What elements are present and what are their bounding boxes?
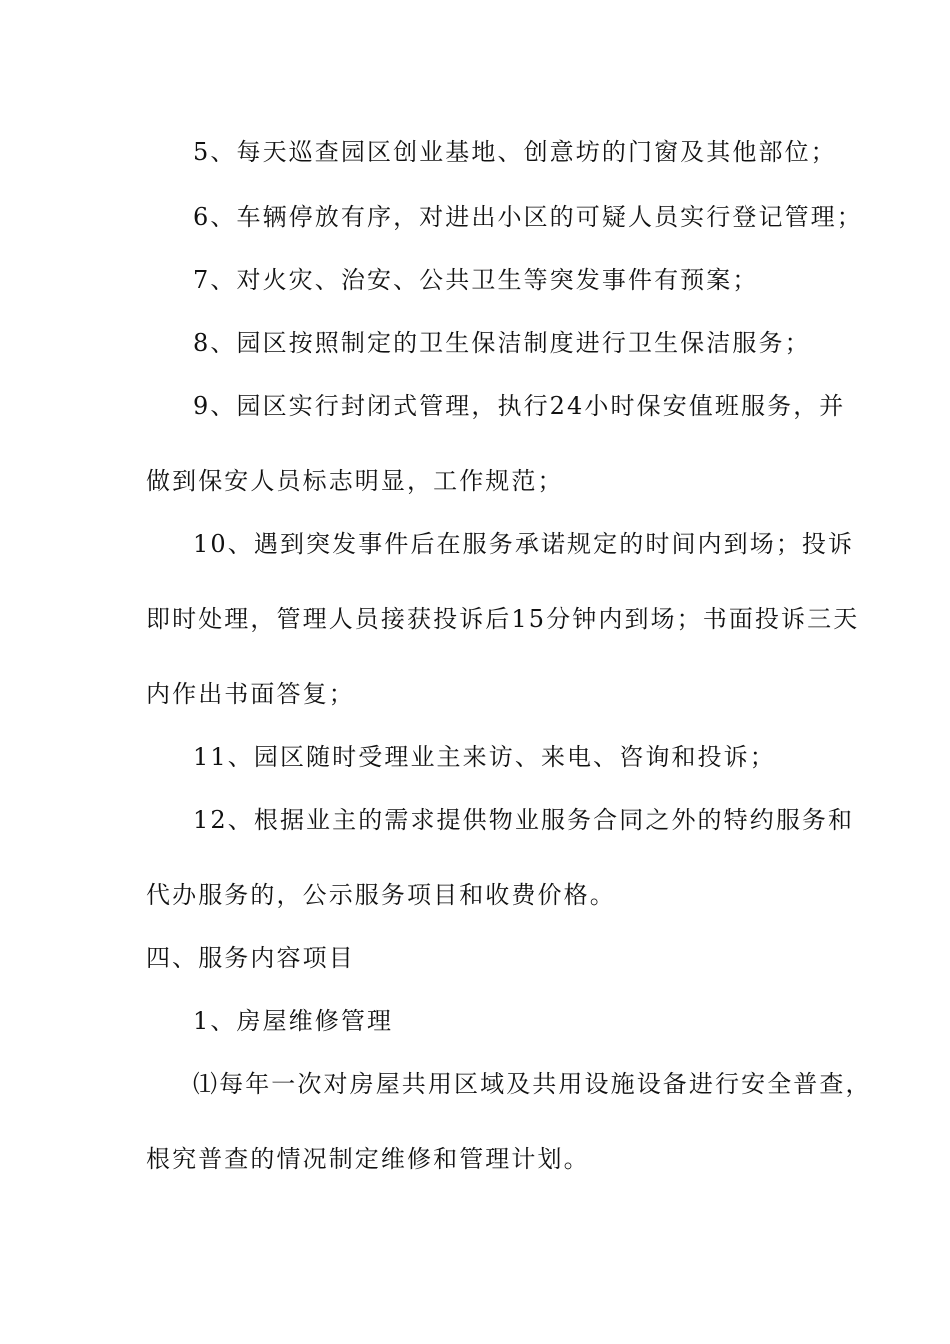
paragraph-line: 根究普查的情况制定维修和管理计划。 (146, 1145, 590, 1173)
section-heading: 四、服务内容项目 (146, 944, 355, 972)
paragraph-line: 8、园区按照制定的卫生保洁制度进行卫生保洁服务； (193, 329, 811, 357)
paragraph-line: 6、车辆停放有序，对进出小区的可疑人员实行登记管理； (193, 203, 863, 231)
paragraph-line: 12、根据业主的需求提供物业服务合同之外的特约服务和 (193, 806, 855, 834)
subsection-heading: 1、房屋维修管理 (193, 1007, 394, 1035)
paragraph-line: 10、遇到突发事件后在服务承诺规定的时间内到场；投诉 (193, 530, 855, 558)
paragraph-line: 内作出书面答复； (146, 680, 355, 708)
paragraph-line: 9、园区实行封闭式管理，执行24小时保安值班服务，并 (193, 392, 846, 420)
paragraph-line: 代办服务的，公示服务项目和收费价格。 (146, 881, 616, 909)
paragraph-line: 即时处理，管理人员接获投诉后15分钟内到场；书面投诉三天 (146, 605, 860, 633)
paragraph-line: 5、每天巡查园区创业基地、创意坊的门窗及其他部位； (193, 138, 837, 166)
paragraph-line: 7、对火灾、治安、公共卫生等突发事件有预案； (193, 266, 759, 294)
paragraph-line: ⑴每年一次对房屋共用区域及共用设施设备进行安全普查， (193, 1070, 872, 1098)
paragraph-line: 做到保安人员标志明显，工作规范； (146, 467, 564, 495)
paragraph-line: 11、园区随时受理业主来访、来电、咨询和投诉； (193, 743, 776, 771)
